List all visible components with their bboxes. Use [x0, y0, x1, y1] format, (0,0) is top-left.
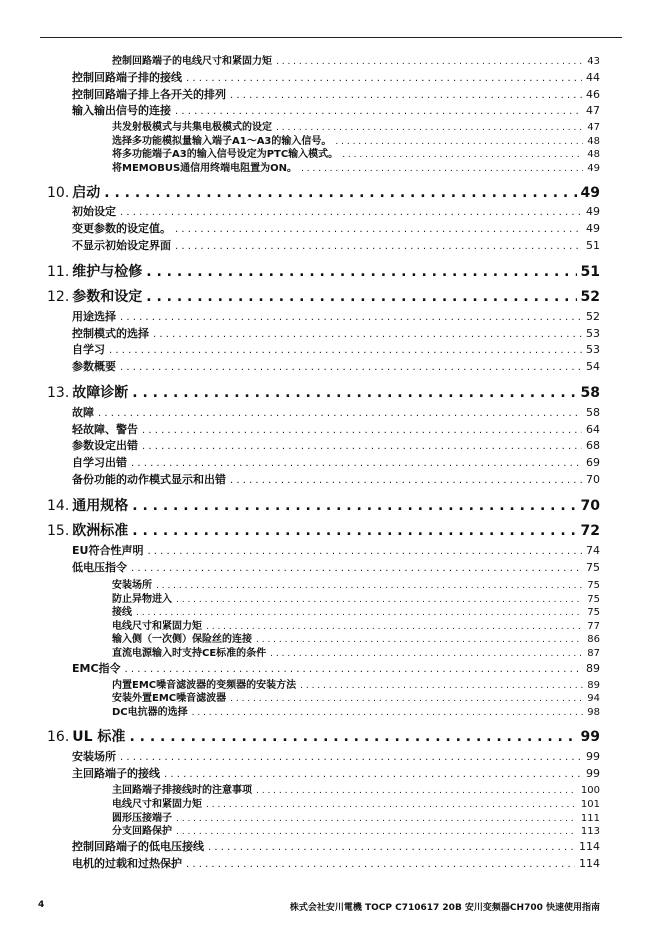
toc-page-number: 49	[586, 205, 600, 218]
toc-entry-text: UL 标准	[72, 729, 126, 745]
toc-subsection-row[interactable]	[112, 52, 600, 65]
toc-section-row[interactable]	[72, 237, 600, 253]
toc-page-number: 44	[586, 71, 600, 84]
toc-page-number: 75	[587, 580, 600, 589]
toc-dot-leader	[146, 264, 576, 280]
toc-section-row[interactable]	[72, 748, 600, 764]
toc-page-number: 98	[587, 707, 600, 716]
toc-page-number: 87	[587, 648, 600, 657]
toc-entry-label	[112, 703, 188, 716]
toc-entry-text: 通用规格	[72, 498, 129, 514]
toc-dot-leader	[132, 523, 576, 539]
toc-entry-label	[72, 86, 226, 102]
toc-page-number: 49	[587, 163, 600, 172]
toc-page-number: 51	[586, 239, 600, 252]
toc-entry-label	[47, 182, 100, 202]
toc-page-number: 46	[586, 88, 600, 101]
toc-dot-leader	[98, 408, 582, 419]
toc-entry-text: 控制回路端子的低电压接线	[72, 840, 204, 853]
toc-entry-text: 电线尺寸和紧固力矩	[112, 621, 202, 630]
toc-page-number: 114	[579, 857, 600, 870]
toc-dot-leader	[301, 164, 583, 172]
toc-entry-label	[47, 726, 125, 746]
toc-page-number: 75	[587, 607, 600, 616]
toc-section-row[interactable]	[72, 220, 600, 236]
toc-subsection-row[interactable]	[112, 781, 600, 794]
toc-chapter-row[interactable]	[47, 382, 600, 402]
toc-chapter-number: 15.	[47, 523, 70, 539]
toc-entry-label	[72, 838, 204, 854]
toc-entry-text: 分支回路保护	[112, 826, 172, 835]
toc-entry-label	[112, 52, 272, 65]
toc-entry-label	[72, 325, 149, 341]
toc-page-number: 89	[587, 680, 600, 689]
toc-dot-leader	[206, 622, 583, 630]
toc-section-row[interactable]	[72, 471, 600, 487]
toc-entry-text: 控制模式的选择	[72, 327, 149, 340]
toc-page-number: 77	[587, 621, 600, 630]
toc-entry-text: 安装场所	[112, 580, 152, 589]
toc-entry-text: EMC指令	[72, 662, 121, 675]
toc-subsection-row[interactable]	[112, 630, 600, 643]
toc-page-number: 52	[586, 310, 600, 323]
toc-chapter-row[interactable]	[47, 495, 600, 515]
toc-entry-text: 变更参数的设定值。	[72, 222, 171, 235]
toc-section-row[interactable]	[72, 102, 600, 118]
toc-entry-label	[72, 559, 127, 575]
toc-section-row[interactable]	[72, 404, 600, 420]
toc-dot-leader	[129, 729, 576, 745]
toc-entry-text: 启动	[72, 185, 101, 201]
toc-page-number: 74	[586, 544, 600, 557]
toc-entry-label	[47, 495, 128, 515]
toc-entry-text: 直流电源输入时支持CE标准的条件	[112, 648, 267, 657]
toc-page-number: 64	[586, 423, 600, 436]
toc-page-number: 75	[586, 561, 600, 574]
toc-chapter-row[interactable]	[47, 520, 600, 540]
toc-subsection-row[interactable]	[112, 644, 600, 657]
toc-page-number: 70	[580, 498, 600, 514]
toc-subsection-row[interactable]	[112, 676, 600, 689]
toc-page-number: 86	[587, 634, 600, 643]
toc-entry-text: 参数和设定	[72, 289, 143, 305]
toc-entry-text: DC电抗器的选择	[112, 707, 188, 716]
toc-page-number: 48	[587, 136, 600, 145]
toc-entry-text: 不显示初始设定界面	[72, 239, 171, 252]
toc-page-number: 101	[580, 799, 600, 808]
toc-page-number: 68	[586, 439, 600, 452]
footer-page-number: 4	[38, 900, 45, 910]
toc-entry-label	[72, 203, 116, 219]
toc-subsection-row[interactable]	[112, 145, 600, 158]
toc-section-row[interactable]	[72, 421, 600, 437]
toc-section-row[interactable]	[72, 358, 600, 374]
toc-page-number: 114	[579, 840, 600, 853]
toc-dot-leader	[192, 708, 584, 716]
toc-entry-label	[72, 358, 116, 374]
toc-section-row[interactable]	[72, 308, 600, 324]
toc-page-number: 99	[586, 767, 600, 780]
toc-dot-leader	[136, 608, 583, 616]
toc-entry-label	[112, 590, 172, 603]
toc-section-row[interactable]	[72, 437, 600, 453]
toc-entry-label	[112, 118, 272, 131]
toc-chapter-number: 16.	[47, 729, 70, 745]
toc-page-number: 100	[580, 785, 600, 794]
toc-chapter-number: 10.	[47, 185, 70, 201]
toc-entry-label	[112, 644, 266, 657]
toc-dot-leader	[146, 289, 576, 305]
toc-page-number: 99	[586, 750, 600, 763]
toc-subsection-row[interactable]	[112, 795, 600, 808]
toc-page-number: 49	[580, 185, 600, 201]
toc-dot-leader	[109, 345, 582, 356]
toc-page-number: 99	[580, 729, 600, 745]
toc-entry-label	[72, 454, 127, 470]
toc-page-number: 111	[580, 813, 600, 822]
toc-entry-text: 控制回路端子排的接线	[72, 71, 182, 84]
toc-dot-leader	[335, 137, 583, 145]
toc-dot-leader	[186, 73, 582, 84]
toc-dot-leader	[300, 681, 583, 689]
toc-entry-text: 维护与检修	[72, 264, 143, 280]
toc-dot-leader	[132, 385, 576, 401]
toc-dot-leader	[230, 475, 582, 486]
toc-dot-leader	[132, 498, 576, 514]
toc-entry-label	[47, 261, 142, 281]
toc-entry-label	[112, 795, 202, 808]
toc-entry-text: 内置EMC噪音滤波器的变频器的安装方法	[112, 680, 297, 689]
toc-entry-text: 自学习	[72, 343, 105, 356]
toc-entry-text: 低电压指令	[72, 561, 127, 574]
toc-dot-leader	[131, 563, 582, 574]
footer-document-title: 株式会社安川電機 TOCP C710617 20B 安川变频器CH700 快速使用指南	[289, 903, 600, 913]
toc-chapter-number: 11.	[47, 264, 70, 280]
toc-chapter-number: 13.	[47, 385, 70, 401]
toc-entry-text: 主回路端子排接线时的注意事项	[112, 785, 252, 794]
toc-entry-label	[112, 132, 331, 145]
toc-entry-label	[72, 404, 94, 420]
toc-dot-leader	[125, 664, 582, 675]
toc-chapter-row[interactable]	[47, 286, 600, 306]
toc-dot-leader	[164, 769, 582, 780]
toc-entry-label	[47, 286, 142, 306]
toc-dot-leader	[208, 842, 575, 853]
toc-section-row[interactable]	[72, 559, 600, 575]
toc-dot-leader	[147, 546, 582, 557]
toc-entry-label	[112, 617, 202, 630]
toc-section-row[interactable]	[72, 341, 600, 357]
toc-dot-leader	[186, 859, 575, 870]
toc-entry-label	[72, 855, 182, 871]
toc-subsection-row[interactable]	[112, 159, 600, 172]
toc-entry-text: 将MEMOBUS通信用终端电阻置为ON。	[112, 163, 298, 172]
toc-entry-label	[112, 576, 152, 589]
toc-subsection-row[interactable]	[112, 118, 600, 131]
toc-entry-label	[72, 748, 116, 764]
toc-section-row[interactable]	[72, 86, 600, 102]
toc-page-number: 58	[580, 385, 600, 401]
toc-dot-leader	[156, 581, 583, 589]
toc-subsection-row[interactable]	[112, 689, 600, 702]
toc-entry-text: 主回路端子的接线	[72, 767, 160, 780]
toc-dot-leader	[276, 123, 583, 131]
toc-section-row[interactable]	[72, 838, 600, 854]
toc-dot-leader	[230, 90, 582, 101]
toc-chapter-number: 14.	[47, 498, 70, 514]
toc-entry-text: 备份功能的动作模式显示和出错	[72, 473, 226, 486]
toc-section-row[interactable]	[72, 542, 600, 558]
toc-page-number: 48	[587, 149, 600, 158]
toc-entry-text: 用途选择	[72, 310, 116, 323]
toc-dot-leader	[142, 441, 582, 452]
toc-entry-label	[47, 382, 128, 402]
toc-chapter-row[interactable]	[47, 182, 600, 202]
toc-section-row[interactable]	[72, 454, 600, 470]
toc-dot-leader	[176, 827, 577, 835]
toc-dot-leader	[256, 786, 577, 794]
toc-entry-text: 电线尺寸和紧固力矩	[112, 799, 202, 808]
toc-entry-text: 轻故障、警告	[72, 423, 138, 436]
toc-page-number: 58	[586, 406, 600, 419]
toc-subsection-row[interactable]	[112, 822, 600, 835]
toc-entry-text: 自学习出错	[72, 456, 127, 469]
toc-page-number: 53	[586, 343, 600, 356]
toc-chapter-row[interactable]	[47, 726, 600, 746]
toc-entry-label	[72, 765, 160, 781]
toc-entry-label	[112, 630, 252, 643]
toc-entry-label	[72, 471, 226, 487]
toc-dot-leader	[175, 224, 582, 235]
toc-entry-label	[112, 822, 172, 835]
toc-entry-label	[72, 341, 105, 357]
toc-entry-label	[72, 237, 171, 253]
toc-entry-text: 初始设定	[72, 205, 116, 218]
toc-entry-label	[112, 781, 252, 794]
toc-dot-leader	[176, 595, 583, 603]
toc-section-row[interactable]	[72, 765, 600, 781]
toc-entry-label	[72, 542, 143, 558]
toc-subsection-row[interactable]	[112, 617, 600, 630]
toc-entry-text: 输入侧（一次侧）保险丝的连接	[112, 634, 252, 643]
toc-dot-leader	[176, 814, 577, 822]
toc-entry-label	[72, 437, 138, 453]
toc-entry-label	[72, 220, 171, 236]
toc-entry-label	[112, 603, 132, 616]
toc-dot-leader	[120, 207, 582, 218]
toc-entry-label	[112, 159, 297, 172]
toc-entry-label	[72, 421, 138, 437]
toc-dot-leader	[120, 752, 582, 763]
toc-entry-label	[72, 308, 116, 324]
toc-entry-text: 安装外置EMC噪音滤波器	[112, 693, 227, 702]
toc-entry-label	[72, 660, 121, 676]
toc-page-number: 70	[586, 473, 600, 486]
toc-entry-text: 接线	[112, 607, 132, 616]
toc-entry-label	[72, 69, 182, 85]
toc-entry-label	[112, 145, 338, 158]
toc-entry-label	[72, 102, 171, 118]
toc-page-number: 54	[586, 360, 600, 373]
toc-section-row[interactable]	[72, 660, 600, 676]
toc-entry-text: 控制回路端子的电线尺寸和紧固力矩	[112, 56, 272, 65]
toc-entry-text: 圆形压接端子	[112, 813, 172, 822]
toc-entry-text: 选择多功能模拟量输入端子A1～A3的输入信号。	[112, 136, 332, 145]
toc-entry-text: 参数概要	[72, 360, 116, 373]
toc-entry-text: 电机的过载和过热保护	[72, 857, 182, 870]
toc-entry-text: 故障诊断	[72, 385, 129, 401]
toc-dot-leader	[104, 185, 576, 201]
toc-entry-text: 参数设定出错	[72, 439, 138, 452]
toc-subsection-row[interactable]	[112, 590, 600, 603]
toc-page-number: 53	[586, 327, 600, 340]
toc-page-number: 47	[587, 122, 600, 131]
toc-page-number: 43	[587, 56, 600, 65]
toc-dot-leader	[206, 800, 577, 808]
toc-dot-leader	[142, 425, 582, 436]
toc-dot-leader	[131, 458, 582, 469]
toc-entry-label	[112, 689, 226, 702]
toc-entry-label	[47, 520, 128, 540]
toc-entry-text: 欧洲标准	[72, 523, 129, 539]
toc-dot-leader	[230, 694, 583, 702]
toc-page-number: 47	[586, 104, 600, 117]
toc-dot-leader	[175, 106, 582, 117]
toc-entry-label	[112, 809, 172, 822]
toc-entry-text: 输入输出信号的连接	[72, 104, 171, 117]
toc-entry-text: 安装场所	[72, 750, 116, 763]
toc-dot-leader	[342, 150, 583, 158]
toc-page-number: 113	[580, 826, 600, 835]
toc-section-row[interactable]	[72, 69, 600, 85]
toc-subsection-row[interactable]	[112, 703, 600, 716]
toc-section-row[interactable]	[72, 325, 600, 341]
toc-subsection-row[interactable]	[112, 809, 600, 822]
toc-subsection-row[interactable]	[112, 576, 600, 589]
toc-dot-leader	[276, 57, 583, 65]
toc-chapter-row[interactable]	[47, 261, 600, 281]
toc-dot-leader	[175, 241, 582, 252]
toc-dot-leader	[120, 362, 582, 373]
toc-entry-text: EU符合性声明	[72, 544, 144, 557]
toc-section-row[interactable]	[72, 203, 600, 219]
toc-page-number: 69	[586, 456, 600, 469]
toc-entry-text: 将多功能端子A3的输入信号设定为PTC输入模式。	[112, 149, 339, 158]
toc-page-number: 75	[587, 594, 600, 603]
toc-entry-label	[112, 676, 296, 689]
toc-section-row[interactable]	[72, 855, 600, 871]
toc-page-number: 94	[587, 693, 600, 702]
toc-dot-leader	[153, 329, 582, 340]
toc-dot-leader	[256, 635, 583, 643]
toc-page-number: 51	[580, 264, 600, 280]
toc-page-number: 89	[586, 662, 600, 675]
toc-page-number: 72	[580, 523, 600, 539]
toc-entry-text: 防止异物进入	[112, 594, 172, 603]
toc-subsection-row[interactable]	[112, 603, 600, 616]
toc-entry-text: 故障	[72, 406, 94, 419]
toc-dot-leader	[270, 649, 583, 657]
toc-page-number: 52	[580, 289, 600, 305]
toc-subsection-row[interactable]	[112, 132, 600, 145]
toc-dot-leader	[120, 312, 582, 323]
toc-entry-text: 共发射极模式与共集电极模式的设定	[112, 122, 272, 131]
toc-page-number: 49	[586, 222, 600, 235]
toc-chapter-number: 12.	[47, 289, 70, 305]
toc-entry-text: 控制回路端子排上各开关的排列	[72, 88, 226, 101]
